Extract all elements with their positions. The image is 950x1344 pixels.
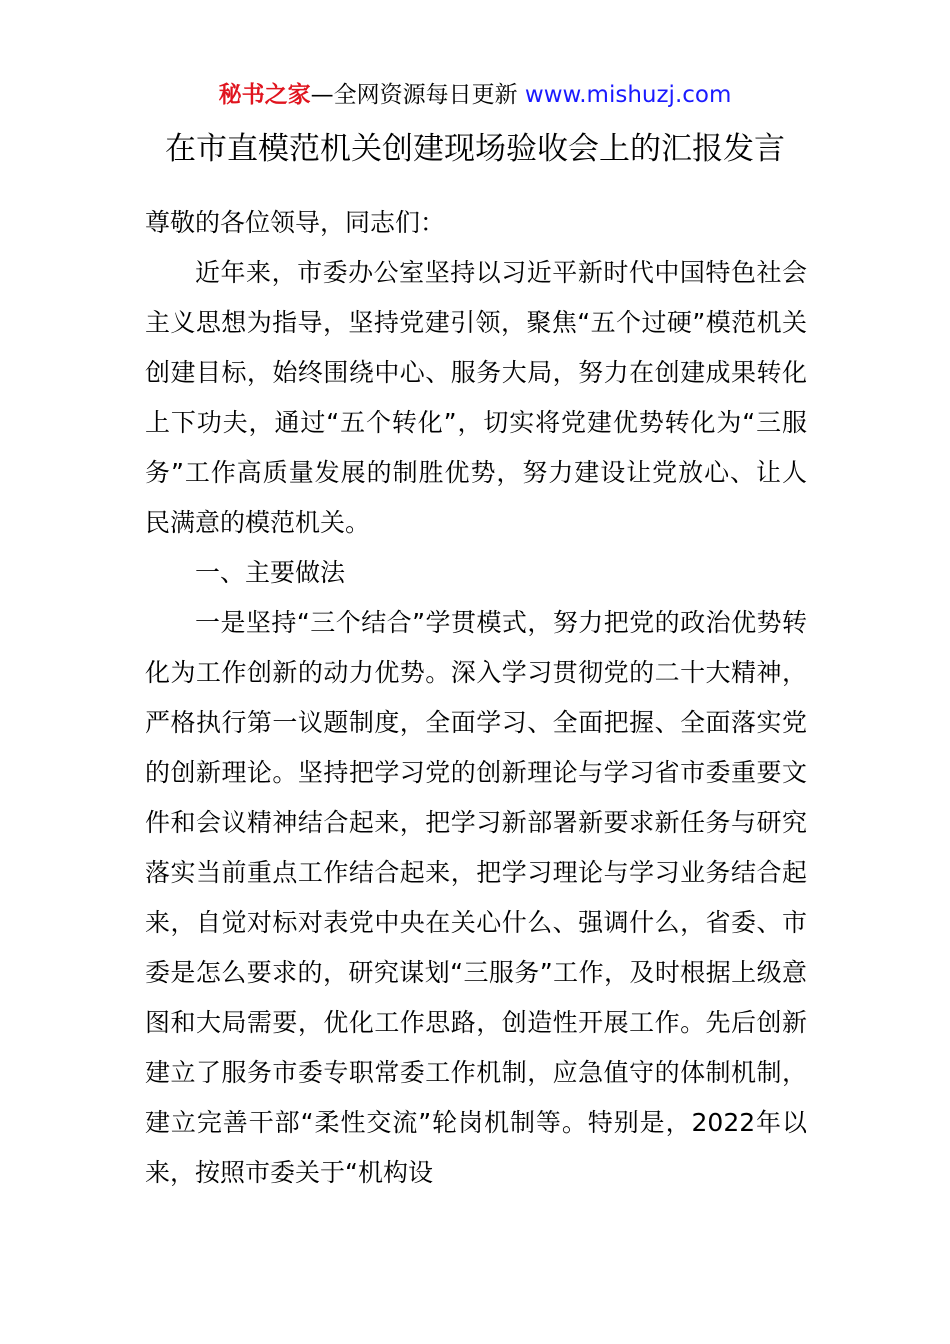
point-one-paragraph: 一是坚持“三个结合”学贯模式，努力把党的政治优势转化为工作创新的动力优势。深入学习贯彻党的二十大精神，严格执行第一议题制度，全面学习、全面把握、全面落实党的创新理论。坚持把学习党的创新理论与学习省市委重要文件和会议精神结合起来，把学习新部署新要求新任务与研究落实当前重点工作结合起来，把学习理论与学习业务结合起来，自觉对标对表党中央在关心什么、强调什么，省委、市委是怎么要求的，研究谋划“三服务”工作，及时根据上级意图和大局需要，优化工作思路，创造性开展工作。先后创新建立了服务市委专职常委工作机制，应急值守的体制机制，建立完善干部“柔性交流”轮岗机制等。特别是，2022年以来，按照市委关于“机构设 (145, 608, 807, 1187)
brand-name: 秘书之家 (218, 82, 311, 108)
header-tagline: —全网资源每日更新 (310, 82, 525, 108)
site-link[interactable]: www.mishuzj.com (524, 82, 732, 108)
section-heading: 一、主要做法 (195, 558, 346, 587)
document-body (145, 198, 807, 1198)
document-title: 在市直模范机关创建现场验收会上的汇报发言 (165, 131, 785, 167)
salutation: 尊敬的各位领导，同志们： (145, 208, 446, 237)
intro-paragraph: 近年来，市委办公室坚持以习近平新时代中国特色社会主义思想为指导，坚持党建引领，聚焦“五个过硬”模范机关创建目标，始终围绕中心、服务大局，努力在创建成果转化上下功夫，通过“五个转化”，切实将党建优势转化为“三服务”工作高质量发展的制胜优势，努力建设让党放心、让人民满意的模范机关。 (145, 258, 807, 537)
site-header (0, 78, 950, 112)
